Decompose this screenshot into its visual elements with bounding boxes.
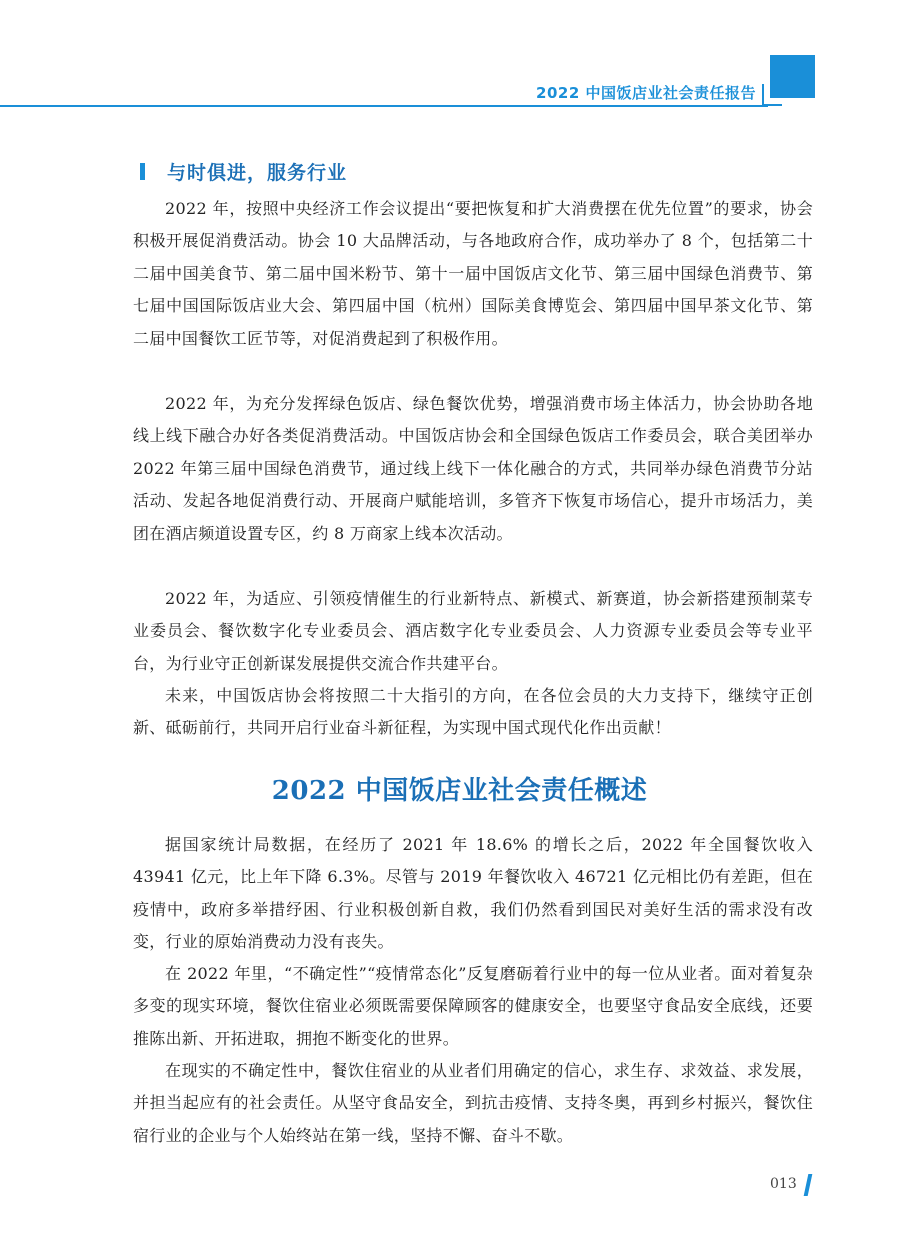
section-heading	[140, 158, 347, 185]
paragraph: 未来，中国饭店协会将按照二十大指引的方向，在各位会员的大力支持下，继续守正创新、砥砺前行，共同开启行业奋斗新征程，为实现中国式现代化作出贡献！	[133, 686, 813, 738]
section-title: 与时俱进，服务行业	[167, 162, 348, 184]
header-rule	[0, 105, 768, 107]
page-number-slash	[804, 1174, 813, 1196]
paragraph: 在现实的不确定性中，餐饮住宿业的从业者们用确定的信心，求生存、求效益、求发展，并担当起应有的社会责任。从坚守食品安全，到抗击疫情、支持冬奥，再到乡村振兴，餐饮住宿行业的企业与个人始终站在第一线，坚持不懈、奋斗不歇。	[133, 1061, 813, 1145]
paragraph: 2022 年，为适应、引领疫情催生的行业新特点、新模式、新赛道，协会新搭建预制菜专业委员会、餐饮数字化专业委员会、酒店数字化专业委员会、人力资源专业委员会等专业平台，为行业守正创新谋发展提供交流合作共建平台。	[133, 589, 813, 673]
paragraph: 2022 年，按照中央经济工作会议提出“要把恢复和扩大消费摆在优先位置”的要求，协会积极开展促消费活动。协会 10 大品牌活动，与各地政府合作，成功举办了 8 个，包括第二十二届中国美食节、第二届中国米粉节、第十一届中国饭店文化节、第三届中国绿色消费节、第七届中国国际饭店业大会、第四届中国（杭州）国际美食博览会、第四届中国早茶文化节、第二届中国餐饮工匠节等，对促消费起到了积极作用。	[133, 199, 813, 348]
chapter-title: 2022 中国饭店业社会责任概述	[271, 776, 648, 806]
section-marker-icon	[140, 163, 145, 180]
paragraph: 据国家统计局数据，在经历了 2021 年 18.6% 的增长之后，2022 年全国餐饮收入 43941 亿元，比上年下降 6.3%。尽管与 2019 年餐饮收入 46721 亿元相比仍有差距，但在疫情中，政府多举措纾困、行业积极创新自救，我们仍然看到国民对美好生活的需求没有改变，行业的原始消费动力没有丧失。	[133, 835, 813, 952]
report-header-title: 2022 中国饭店业社会责任报告	[536, 84, 756, 102]
page-number: 013	[770, 1176, 797, 1192]
header-logo-bracket	[762, 84, 782, 106]
paragraph: 在 2022 年里，“不确定性”“疫情常态化”反复磨砺着行业中的每一位从业者。面对着复杂多变的现实环境，餐饮住宿业必须既需要保障顾客的健康安全，也要坚守食品安全底线，还要推陈出新、开拓进取，拥抱不断变化的世界。	[133, 964, 813, 1048]
paragraph: 2022 年，为充分发挥绿色饭店、绿色餐饮优势，增强消费市场主体活力，协会协助各地线上线下融合办好各类促消费活动。中国饭店协会和全国绿色饭店工作委员会，联合美团举办 2022 年第三届中国绿色消费节，通过线上线下一体化融合的方式，共同举办绿色消费节分站活动、发起各地促消费行动、开展商户赋能培训，多管齐下恢复市场信心，提升市场活力，美团在酒店频道设置专区，约 8 万商家上线本次活动。	[133, 394, 813, 543]
